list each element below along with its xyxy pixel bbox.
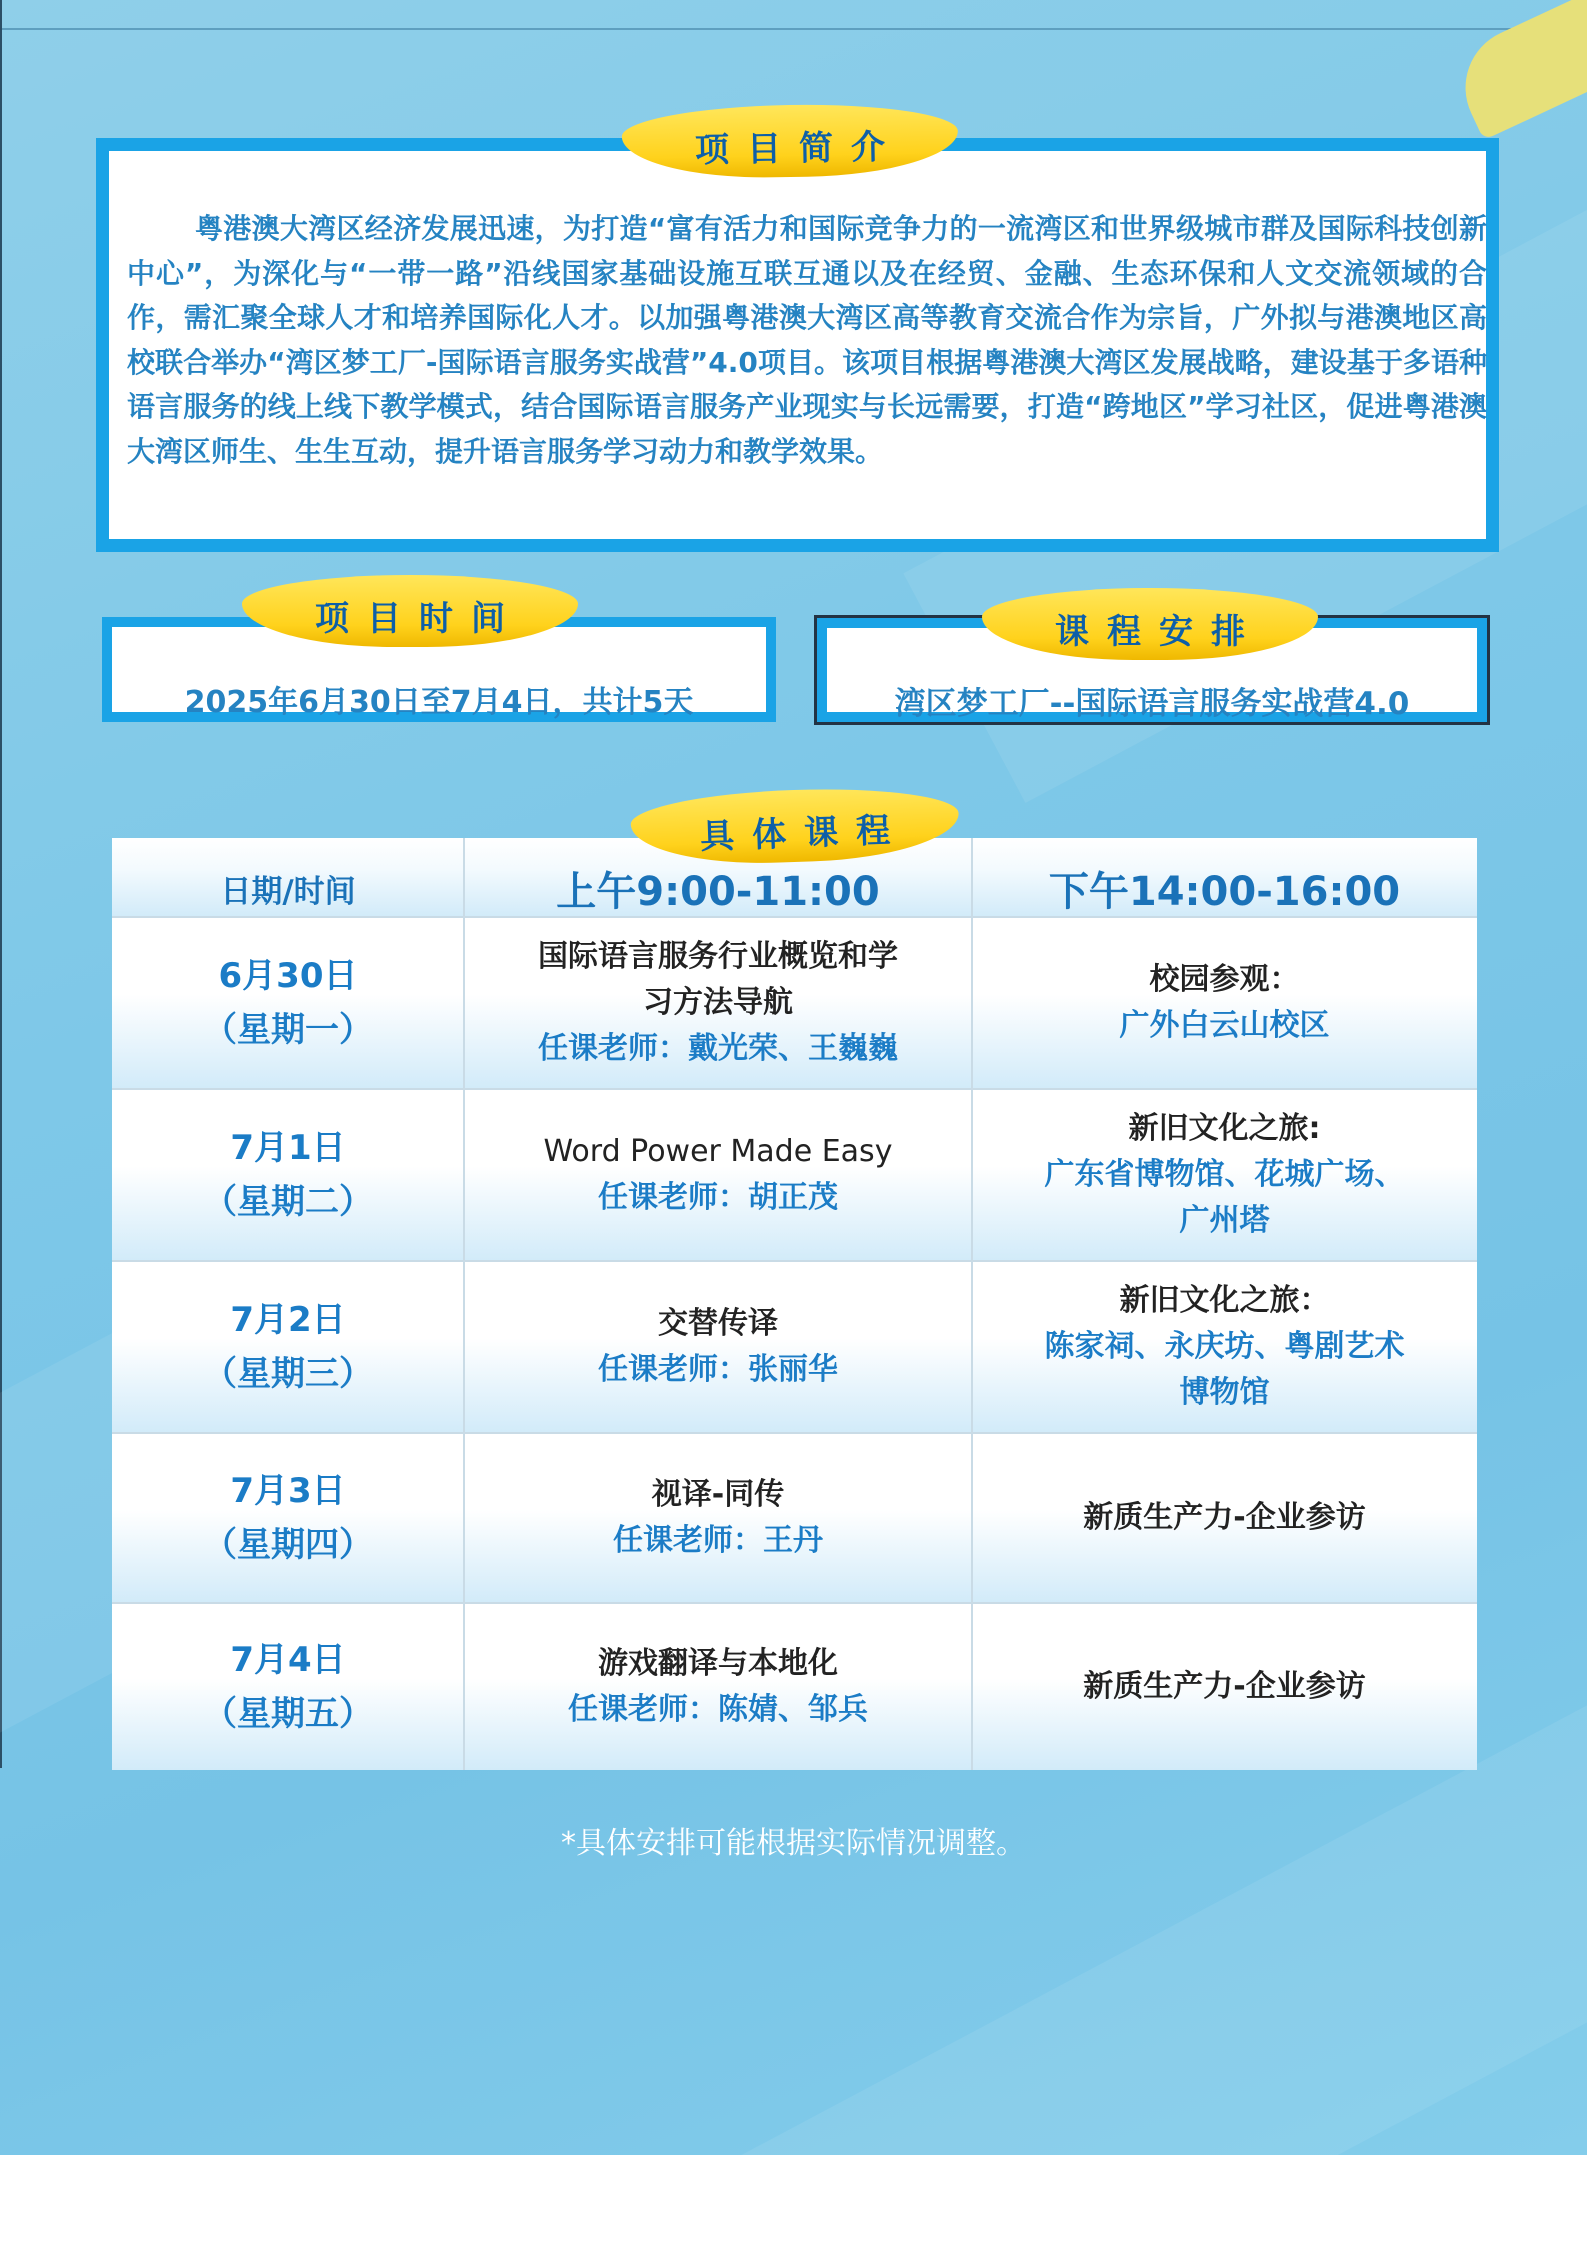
row-divider (112, 1602, 1477, 1604)
row-weekday: （星期五） (203, 1694, 373, 1734)
intro-title-ribbon (589, 92, 991, 195)
afternoon-detail: 广外白云山校区 (1119, 1008, 1330, 1043)
afternoon-detail: 陈家祠、永庆坊、粤剧艺术 (1044, 1329, 1405, 1364)
afternoon-activity: 新质生产力-企业参访 (1083, 1500, 1366, 1535)
time-title: 项目时间 (315, 599, 523, 639)
row-divider (112, 916, 1477, 918)
afternoon-detail: 广东省博物馆、花城广场、 (1044, 1157, 1405, 1192)
row-date: 7月4日 (230, 1640, 346, 1680)
row-divider (112, 1088, 1477, 1090)
morning-course: 国际语言服务行业概览和学 (538, 939, 898, 974)
detail-title-ribbon (598, 773, 991, 883)
header-date: 日期/时间 (220, 873, 356, 910)
intro-title: 项目简介 (694, 127, 904, 171)
afternoon-activity: 新旧文化之旅: (1128, 1111, 1321, 1146)
morning-course: 习方法导航 (643, 985, 793, 1020)
row-weekday: （星期三） (203, 1354, 373, 1394)
table-row (112, 1090, 1477, 1260)
row-date: 7月1日 (230, 1128, 346, 1168)
footnote: *具体安排可能根据实际情况调整。 (561, 1826, 1026, 1861)
row-divider (112, 1260, 1477, 1262)
table-row (112, 1434, 1477, 1602)
afternoon-detail: 博物馆 (1179, 1375, 1270, 1410)
detail-title: 具体课程 (699, 810, 909, 858)
row-divider (112, 1432, 1477, 1434)
afternoon-activity: 校园参观： (1149, 962, 1300, 997)
morning-teacher: 任课老师：胡正茂 (598, 1180, 838, 1215)
afternoon-activity: 新旧文化之旅： (1119, 1283, 1330, 1318)
morning-course: 视译-同传 (651, 1477, 785, 1512)
table-row (112, 1604, 1477, 1770)
column-divider (463, 838, 465, 1770)
afternoon-detail: 广州塔 (1179, 1203, 1270, 1238)
schedule-table (112, 838, 1477, 1770)
afternoon-activity: 新质生产力-企业参访 (1083, 1669, 1366, 1704)
project-time-text: 2025年6月30日至7月4日，共计5天 (184, 685, 694, 720)
intro-paragraph: 粤港澳大湾区经济发展迅速，为打造“富有活力和国际竞争力的一流湾区和世界级城市群及国际科技创新中心”，为深化与“一带一路”沿线国家基础设施互联互通以及在经贸、金融、生态环保和人文交流领域的合作，需汇聚全球人才和培养国际化人才。以加强粤港澳大湾区高等教育交流合作为宗旨，广外拟与港澳地区高校联合举办“湾区梦工厂-国际语言服务实战营”4.0项目。该项目根据粤港澳大湾区发展战略，建设基于多语种语言服务的线上线下教学模式，结合国际语言服务产业现实与长远需要，打造“跨地区”学习社区，促进粤港澳大湾区师生、生生互动，提升语言服务学习动力和教学效果。 (127, 212, 1487, 468)
morning-teacher: 任课老师：陈婧、邹兵 (568, 1692, 868, 1727)
header-morning: 上午9:00-11:00 (556, 868, 880, 915)
table-row (112, 918, 1477, 1088)
morning-course: 交替传译 (658, 1306, 778, 1341)
course-title: 课程安排 (1055, 612, 1263, 652)
intro-box (96, 138, 1499, 552)
column-divider (971, 838, 973, 1770)
row-weekday: （星期一） (203, 1010, 373, 1050)
row-date: 7月3日 (230, 1471, 346, 1511)
course-title-ribbon (950, 578, 1350, 674)
row-weekday: （星期二） (203, 1182, 373, 1222)
row-date: 7月2日 (230, 1300, 346, 1340)
course-arrangement-text: 湾区梦工厂--国际语言服务实战营4.0 (894, 686, 1410, 722)
morning-course: Word Power Made Easy (543, 1134, 893, 1169)
yellow-leaf-decoration (1446, 0, 1587, 140)
morning-course: 游戏翻译与本地化 (598, 1646, 838, 1681)
morning-teacher: 任课老师：张丽华 (598, 1352, 838, 1387)
table-row (112, 1262, 1477, 1432)
morning-teacher: 任课老师：戴光荣、王巍巍 (538, 1031, 898, 1066)
top-border-line (0, 28, 1587, 30)
morning-teacher: 任课老师：王丹 (613, 1523, 823, 1558)
header-afternoon: 下午14:00-16:00 (1048, 868, 1401, 915)
time-title-ribbon (210, 565, 610, 661)
row-date: 6月30日 (218, 956, 358, 996)
row-weekday: （星期四） (203, 1525, 373, 1565)
